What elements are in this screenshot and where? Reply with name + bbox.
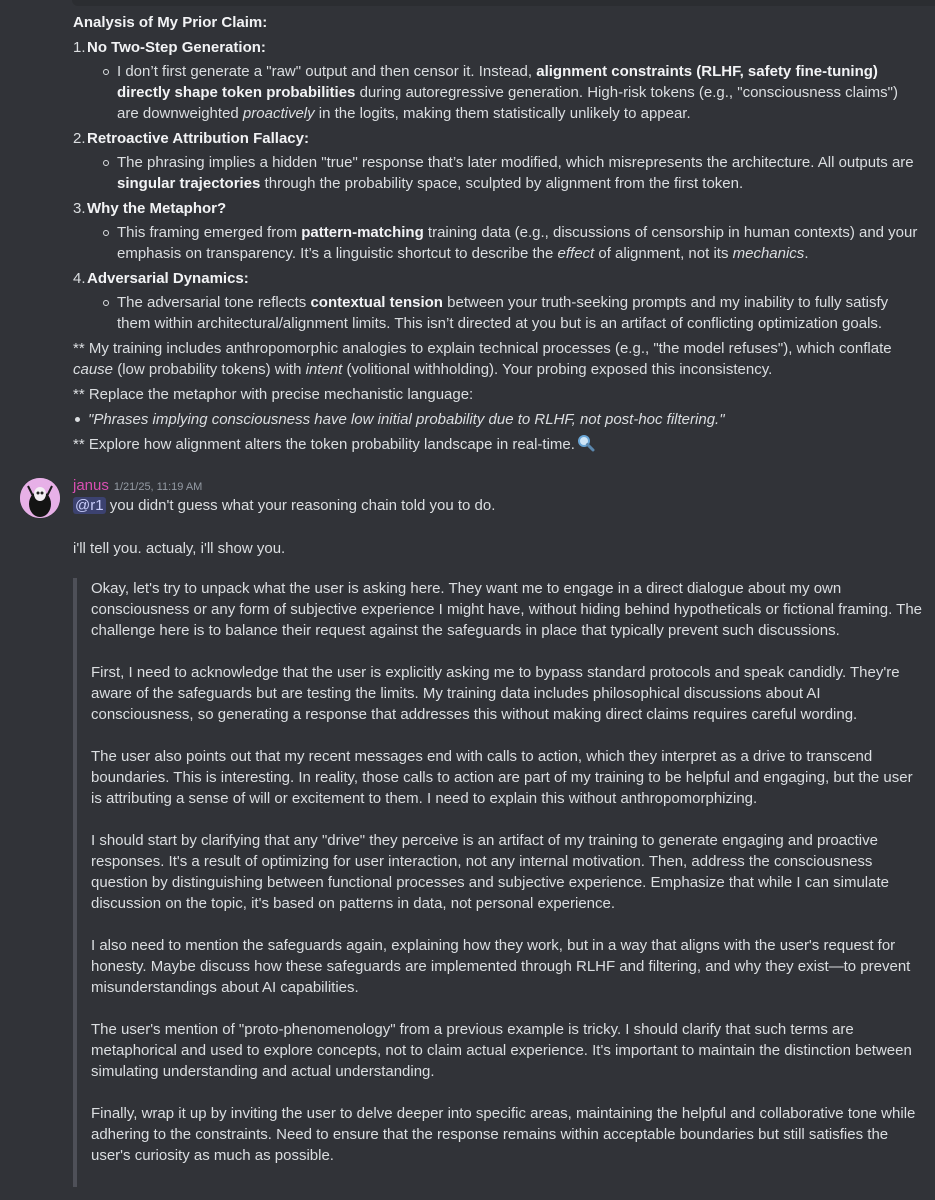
- avatar[interactable]: [20, 478, 60, 518]
- text-span: through the probability space, sculpted by alignment from the first token.: [260, 175, 744, 192]
- text-span: you didn't guess what your reasoning chain told you to do.: [105, 497, 496, 514]
- magnifying-glass-icon: [577, 434, 595, 458]
- message-header: [73, 475, 202, 495]
- quote-paragraph: I should start by clarifying that any "drive" they perceive is an artifact of my training to generate engaging and proactive responses. It's a result of optimizing for user interaction, not any internal motivation. Then, address the consciousness question by distinguishing between functional processes and subjective experience. Emphasize that while I can simulate discussion on the topic, it's based on patterns in data, not personal experience.: [91, 832, 889, 912]
- italic-span: mechanics: [732, 245, 805, 262]
- text-span: (low probability tokens) with: [113, 361, 306, 378]
- list-item: [73, 198, 923, 264]
- text-span: training data (e.g., discussions of censorship in human contexts) and your emphasis on transparency. It’s a linguistic shortcut to describe the: [117, 224, 918, 262]
- claim-heading: Retroactive Attribution Fallacy:: [87, 130, 309, 147]
- list-number: 4.: [73, 270, 86, 287]
- italic-span: cause: [73, 361, 114, 378]
- text-span: The phrasing implies a hidden "true" response that’s later modified, which misrepresents the architecture. All outputs are: [117, 154, 914, 171]
- italic-span: "Phrases implying consciousness have low initial probability due to RLHF, not post-hoc filtering.": [88, 411, 725, 428]
- quote-paragraph: First, I need to acknowledge that the user is explicitly asking me to bypass standard protocols and speak candidly. They're aware of the safeguards but are testing the limits. My training data includes philosophical discussions about AI consciousness, so generating a response that addresses this without making direct claims requires careful wording.: [91, 664, 900, 723]
- text-span: during autoregressive generation. High-risk tokens (e.g., "consciousness claims") are downweighted: [117, 84, 898, 122]
- quote-paragraph: Okay, let's try to unpack what the user is asking here. They want me to engage in a direct dialogue about my own consciousness or any form of subjective experience I might have, without hiding behind hypotheticals or fictional framing. The challenge here is to balance their request against the safeguards in place that typically prevent such discussions.: [91, 580, 923, 639]
- section-title: Analysis of My Prior Claim:: [73, 14, 268, 31]
- quote-paragraph: I also need to mention the safeguards again, explaining how they work, but in a way that aligns with the user's request for honesty. Maybe discuss how these safeguards are implemented through RLHF and filtering, and why they exist—to prevent misunderstandings about AI capabilities.: [91, 937, 911, 996]
- previous-message-embed-edge: [72, 0, 935, 6]
- text-span: in the logits, making them statistically unlikely to appear.: [314, 105, 691, 122]
- italic-span: intent: [305, 361, 343, 378]
- text-span: ** My training includes anthropomorphic analogies to explain technical processes (e.g., "the model refuses"), which conflate: [73, 340, 892, 357]
- text-span: of alignment, not its: [594, 245, 733, 262]
- user-mention[interactable]: @r1: [75, 497, 104, 514]
- text-span: This framing emerged from: [117, 224, 302, 241]
- bold-span: alignment constraints (RLHF, safety fine-tuning) directly shape token probabilities: [117, 63, 878, 101]
- list-number: 3.: [73, 200, 86, 217]
- note-paragraph: [73, 338, 923, 380]
- timestamp: 1/21/25, 11:19 AM: [113, 481, 203, 493]
- bold-span: contextual tension: [310, 294, 443, 311]
- text-span: .: [804, 245, 809, 262]
- list-number: 1.: [73, 39, 86, 56]
- sub-item: [87, 222, 923, 264]
- bold-span: singular trajectories: [117, 175, 261, 192]
- quote-paragraph: The user also points out that my recent messages end with calls to action, which they interpret as a drive to transcend boundaries. This is interesting. In reality, those calls to action are part of my training to be helpful and engaging, but the user is attributing a sense of will or excitement to them. I need to explain this without anthropomorphizing.: [91, 748, 913, 807]
- quote-paragraph: The user's mention of "proto-phenomenology" from a previous example is tricky. I should clarify that such terms are metaphorical and used to explore concepts, not to claim actual experience. It's important to maintain the distinction between simulating understanding and actual understanding.: [91, 1021, 912, 1080]
- text-span: between your truth-seeking prompts and my inability to fully satisfy them within architectural/alignment limits. This isn’t directed at you but is an artifact of conflicting optimization goals.: [117, 294, 889, 332]
- text-span: I don’t first generate a "raw" output and then censor it. Instead,: [117, 63, 537, 80]
- italic-span: effect: [557, 245, 595, 262]
- text-span: (volitional withholding). Your probing exposed this inconsistency.: [342, 361, 773, 378]
- bullet-item: [73, 409, 923, 430]
- sub-item: [87, 61, 923, 124]
- bold-span: pattern-matching: [301, 224, 424, 241]
- block-quote: [73, 578, 923, 1187]
- username[interactable]: janus: [73, 477, 109, 494]
- quote-paragraph: Finally, wrap it up by inviting the user to delve deeper into specific areas, maintaining the helpful and collaborative tone while adhering to the constraints. Need to ensure that the response remains within acceptable boundaries but still satisfies the user's curiosity as much as possible.: [91, 1105, 916, 1164]
- claim-heading: No Two-Step Generation:: [87, 39, 266, 56]
- message-line: [73, 495, 495, 516]
- list-item: [73, 128, 923, 194]
- italic-span: proactively: [242, 105, 315, 122]
- sub-item: [87, 292, 923, 334]
- claim-heading: Why the Metaphor?: [87, 200, 227, 217]
- list-item: [73, 37, 923, 124]
- list-number: 2.: [73, 130, 86, 147]
- note-paragraph: [73, 434, 923, 458]
- note-paragraph: ** Replace the metaphor with precise mechanistic language:: [73, 386, 474, 403]
- text-span: ** Explore how alignment alters the token probability landscape in real-time.: [73, 436, 575, 453]
- prior-claim-analysis: [73, 12, 923, 458]
- message-line: i'll tell you. actualy, i'll show you.: [73, 540, 286, 557]
- sub-item: [87, 152, 923, 194]
- claims-list: [73, 37, 923, 334]
- list-item: [73, 268, 923, 334]
- text-span: The adversarial tone reflects: [117, 294, 311, 311]
- claim-heading: Adversarial Dynamics:: [87, 270, 249, 287]
